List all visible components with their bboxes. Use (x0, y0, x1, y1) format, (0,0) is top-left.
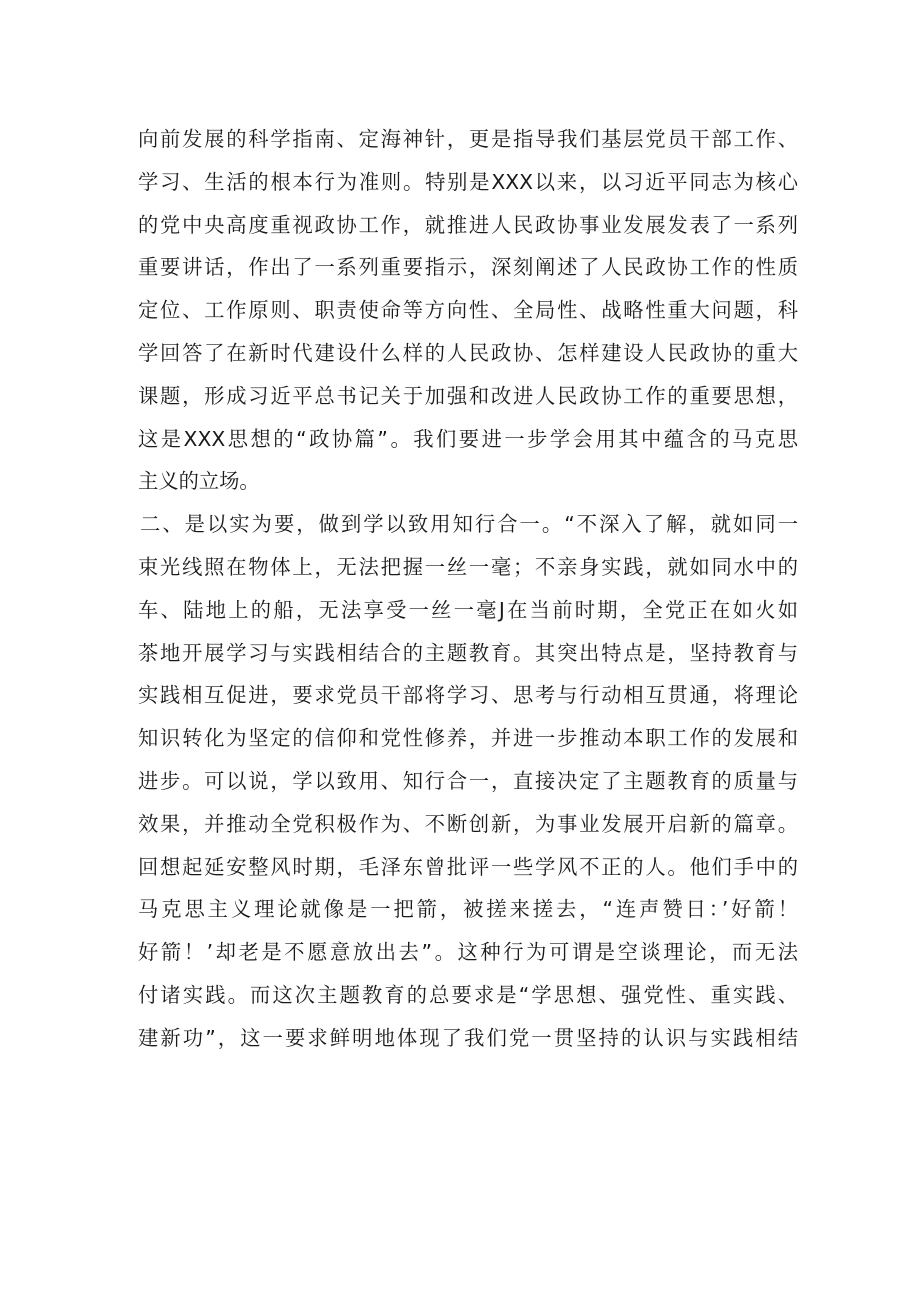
text-line-1: 向前发展的科学指南、定海神针，更是指导我们基层党员干部工作、 (138, 127, 798, 151)
text-line-18: 回想起延安整风时期，毛泽东曾批评一些学风不正的人。他们手中的 (138, 854, 798, 879)
text-line-5: 定位、工作原则、职责使命等方向性、全局性、战略性重大问题，科 (138, 298, 798, 323)
text-line-8: 这是XXX思想的“政协篇”。我们要进一步学会用其中蕴含的马克思 (138, 426, 798, 451)
text-line-15: 知识转化为坚定的信仰和党性修养，并进一步推动本职工作的发展和 (138, 726, 798, 751)
text-line-19: 马克思主义理论就像是一把箭，被搓来搓去，“连声赞日：’好箭！ (138, 897, 798, 922)
text-line-10: 二、是以实为要，做到学以致用知行合一。“不深入了解，就如同一 (140, 512, 798, 537)
text-line-11: 束光线照在物体上，无法把握一丝一毫；不亲身实践，就如同水中的 (138, 554, 798, 579)
text-line-16: 进步。可以说，学以致用、知行合一，直接决定了主题教育的质量与 (138, 768, 798, 793)
body-text (138, 118, 798, 1060)
text-line-17: 效果，并推动全党积极作为、不断创新，为事业发展开启新的篇章。 (138, 811, 798, 836)
text-line-4: 重要讲话，作出了一系列重要指示，深刻阐述了人民政协工作的性质 (138, 255, 798, 280)
text-line-13: 茶地开展学习与实践相结合的主题教育。其突出特点是，坚持教育与 (138, 640, 798, 665)
text-line-14: 实践相互促进，要求党员干部将学习、思考与行动相互贯通，将理论 (138, 683, 798, 708)
text-line-3: 的党中央高度重视政协工作，就推进人民政协事业发展发表了一系列 (138, 212, 798, 237)
text-line-2: 学习、生活的根本行为准则。特别是XXX以来，以习近平同志为核心 (138, 169, 798, 194)
text-line-22: 建新功”，这一要求鲜明地体现了我们党一贯坚持的认识与实践相结 (138, 1025, 798, 1050)
text-line-7: 课题，形成习近平总书记关于加强和改进人民政协工作的重要思想， (138, 383, 798, 408)
text-line-6: 学回答了在新时代建设什么样的人民政协、怎样建设人民政协的重大 (138, 340, 798, 365)
text-line-9: 主义的立场。 (138, 469, 260, 494)
text-line-20: 好箭！’却老是不愿意放出去”。这种行为可谓是空谈理论，而无法 (138, 940, 798, 965)
text-line-12: 车、陆地上的船，无法享受一丝一毫J在当前时期，全党正在如火如 (138, 597, 798, 622)
text-line-21: 付诸实践。而这次主题教育的总要求是“学思想、强党性、重实践、 (138, 982, 798, 1007)
